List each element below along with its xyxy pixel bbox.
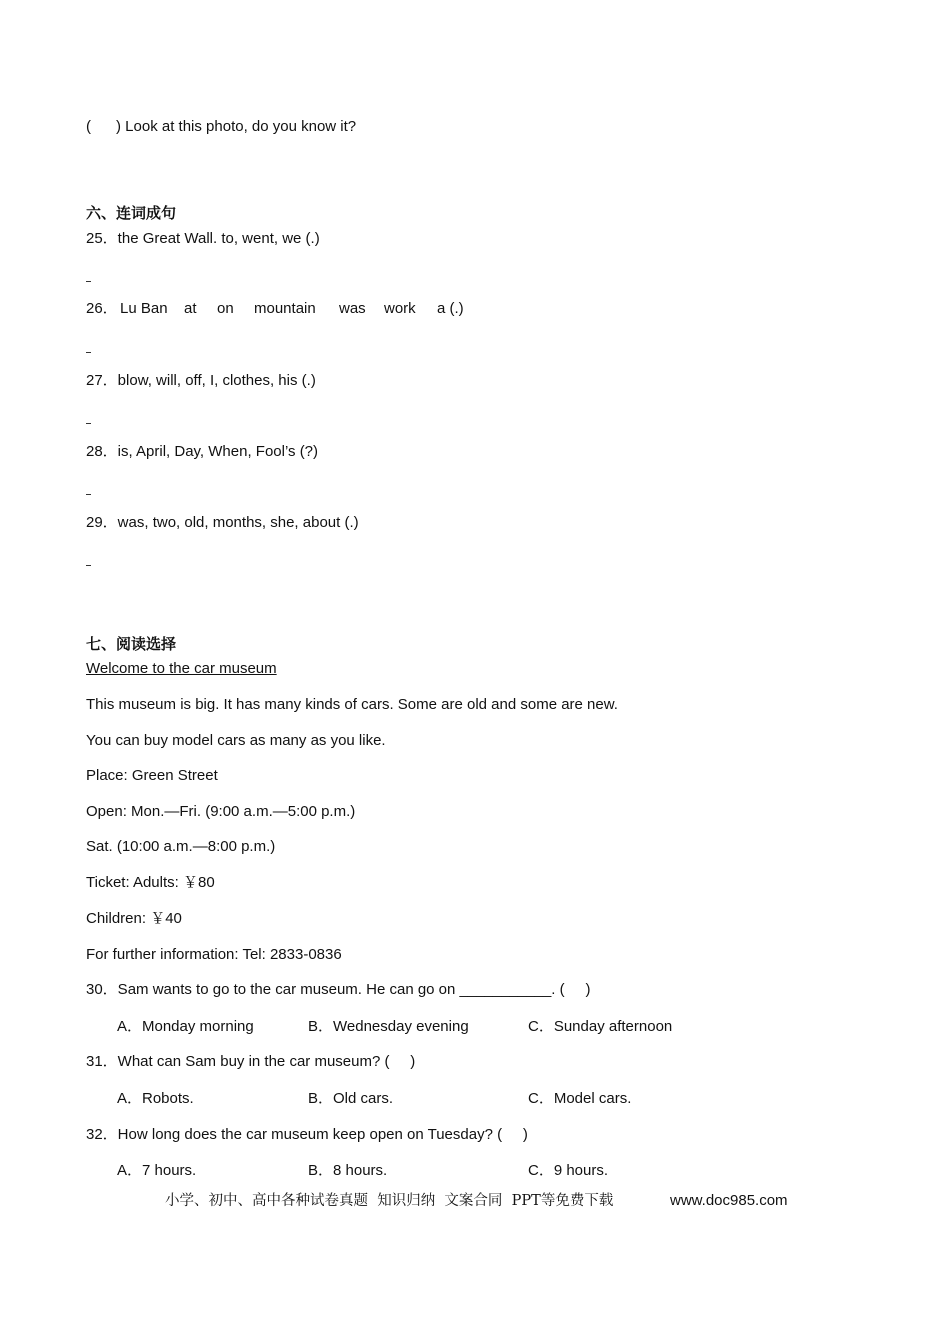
- question-27: 27．blow, will, off, I, clothes, his (.): [86, 372, 316, 389]
- passage-line: Ticket: Adults: ￥80: [86, 874, 215, 891]
- passage-title: Welcome to the car museum: [86, 660, 277, 677]
- passage-line: Place: Green Street: [86, 767, 218, 784]
- answer-line-28: [86, 494, 91, 495]
- question-26-word: mountain: [254, 300, 316, 317]
- passage-line: Children: ￥40: [86, 910, 182, 927]
- question-26-word: at: [184, 300, 197, 317]
- answer-line-27: [86, 423, 91, 424]
- question-30-option-a: A．Monday morning: [117, 1018, 254, 1035]
- photo-question: ( ) Look at this photo, do you know it?: [86, 118, 357, 135]
- passage-line: This museum is big. It has many kinds of cars. Some are old and some are new.: [86, 696, 618, 713]
- question-26-word: Lu Ban: [120, 300, 168, 317]
- question-30-option-c: C．Sunday afternoon: [528, 1018, 673, 1035]
- question-26-word: on: [217, 300, 234, 317]
- footer-text: 小学、初中、高中各种试卷真题 知识归纳 文案合同 PPT等免费下载: [165, 1193, 614, 1209]
- question-26-word: a (.): [437, 300, 464, 317]
- question-26-word: was: [339, 300, 366, 317]
- passage-line: Open: Mon.—Fri. (9:00 a.m.—5:00 p.m.): [86, 803, 356, 820]
- section-7-title: 七、阅读选择: [86, 635, 177, 653]
- question-30-option-b: B．Wednesday evening: [308, 1018, 469, 1035]
- question-25: 25．the Great Wall. to, went, we (.): [86, 230, 320, 247]
- question-32-option-b: B．8 hours.: [308, 1162, 388, 1179]
- question-31: 31．What can Sam buy in the car museum? ( ): [86, 1053, 416, 1070]
- question-29: 29．was, two, old, months, she, about (.): [86, 514, 359, 531]
- section-6-title: 六、连词成句: [86, 204, 177, 222]
- question-32-option-c: C．9 hours.: [528, 1162, 609, 1179]
- question-30: 30．Sam wants to go to the car museum. He can go on ___________. ( ): [86, 981, 591, 998]
- question-31-option-b: B．Old cars.: [308, 1090, 394, 1107]
- answer-line-26: [86, 352, 91, 353]
- question-26-number: 26．: [86, 300, 118, 317]
- question-28: 28．is, April, Day, When, Fool’s (?): [86, 443, 319, 460]
- passage-line: Sat. (10:00 a.m.—8:00 p.m.): [86, 838, 276, 855]
- question-31-option-c: C．Model cars.: [528, 1090, 632, 1107]
- question-26-word: work: [384, 300, 416, 317]
- answer-line-25: [86, 281, 91, 282]
- passage-line: You can buy model cars as many as you like.: [86, 732, 386, 749]
- question-32: 32．How long does the car museum keep open on Tuesday? ( ): [86, 1126, 528, 1143]
- question-31-option-a: A．Robots.: [117, 1090, 194, 1107]
- footer-url[interactable]: www.doc985.com: [670, 1192, 788, 1209]
- question-32-option-a: A．7 hours.: [117, 1162, 197, 1179]
- answer-line-29: [86, 565, 91, 566]
- passage-line: For further information: Tel: 2833-0836: [86, 946, 342, 963]
